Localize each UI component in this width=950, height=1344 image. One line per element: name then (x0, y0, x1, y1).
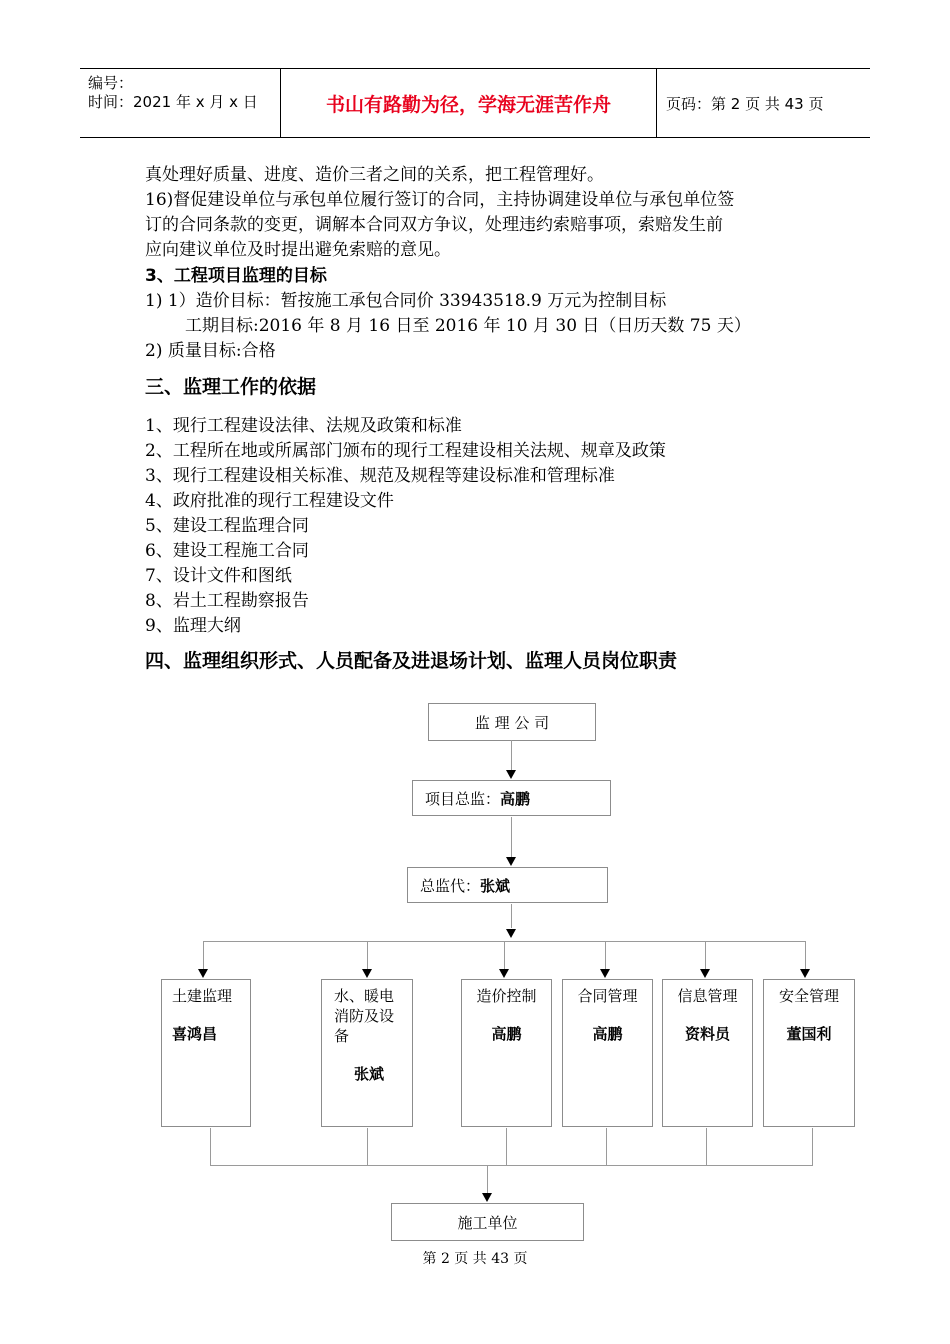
org-deputy-name: 张斌 (480, 876, 511, 895)
dept-name: 高鹏 (592, 1025, 623, 1043)
section-4-heading: 四、监理组织形式、人员配备及进退场计划、监理人员岗位职责 (145, 650, 678, 672)
dept-label: 土建监理 (172, 987, 233, 1005)
goal-schedule: 工期目标:2016 年 8 月 16 日至 2016 年 10 月 30 日（日历天数 75 天） (185, 316, 751, 336)
org-chief-box (412, 780, 611, 816)
org-dept-cost (461, 979, 552, 1127)
org-dept-info (662, 979, 753, 1127)
org-company-box (428, 703, 596, 741)
dept-label: 信息管理 (677, 987, 738, 1005)
connector-line (367, 941, 368, 969)
org-contractor-label: 施工单位 (457, 1213, 518, 1232)
connector-line (506, 1128, 507, 1165)
org-chief-label: 项目总监： (425, 789, 501, 808)
basis-item: 2、工程所在地或所属部门颁布的现行工程建设相关法规、规章及政策 (145, 441, 666, 461)
connector-line (210, 1165, 813, 1166)
header-motto: 书山有路勤为径，学海无涯苦作舟 (325, 93, 611, 116)
basis-item: 5、建设工程监理合同 (145, 516, 309, 536)
basis-item: 9、监理大纲 (145, 616, 241, 636)
arrow-down-icon (506, 929, 516, 938)
connector-line (805, 941, 806, 969)
arrow-down-icon (362, 969, 372, 978)
goal-quality: 2) 质量目标:合格 (145, 341, 276, 361)
body-line: 订的合同条款的变更，调解本合同双方争议，处理违约索赔事项，索赔发生前 (145, 215, 723, 235)
header-meta (80, 69, 280, 137)
org-dept-safety (763, 979, 855, 1127)
body-line: 真处理好质量、进度、造价三者之间的关系，把工程管理好。 (145, 165, 604, 185)
org-dept-contract (562, 979, 653, 1127)
basis-item: 4、政府批准的现行工程建设文件 (145, 491, 394, 511)
connector-line (511, 904, 512, 928)
dept-name: 高鹏 (491, 1025, 522, 1043)
org-chief-name: 高鹏 (500, 789, 531, 808)
connector-line (203, 941, 204, 969)
body-line: 16)督促建设单位与承包单位履行签订的合同，主持协调建设单位与承包单位签 (145, 190, 735, 210)
arrow-down-icon (600, 969, 610, 978)
page-footer: 第 2 页 共 43 页 (422, 1251, 528, 1267)
org-contractor-box (391, 1203, 584, 1241)
connector-line (812, 1128, 813, 1165)
arrow-down-icon (506, 770, 516, 779)
arrow-down-icon (800, 969, 810, 978)
page-header (80, 68, 870, 138)
connector-line (606, 1128, 607, 1165)
org-company-label: 监 理 公 司 (474, 713, 550, 732)
connector-line (511, 740, 512, 770)
basis-item: 6、建设工程施工合同 (145, 541, 309, 561)
dept-name: 喜鸿昌 (172, 1025, 218, 1043)
header-divider (656, 69, 657, 137)
connector-line (605, 941, 606, 969)
section-3-heading: 三、监理工作的依据 (145, 376, 317, 398)
dept-name: 董国利 (786, 1025, 832, 1043)
basis-item: 1、现行工程建设法律、法规及政策和标准 (145, 416, 462, 436)
dept-name: 张斌 (353, 1065, 384, 1083)
basis-item: 7、设计文件和图纸 (145, 566, 292, 586)
basis-item: 3、现行工程建设相关标准、规范及规程等建设标准和管理标准 (145, 466, 615, 486)
dept-label: 合同管理 (577, 987, 638, 1005)
connector-line (367, 1128, 368, 1165)
arrow-down-icon (700, 969, 710, 978)
connector-line (504, 941, 505, 969)
dept-label: 安全管理 (778, 987, 839, 1005)
connector-line (705, 941, 706, 969)
time-label: 时间：2021 年 x 月 x 日 (88, 93, 258, 111)
connector-line (511, 817, 512, 857)
org-dept-civil (161, 979, 251, 1127)
arrow-down-icon (482, 1193, 492, 1202)
connector-line (487, 1165, 488, 1193)
org-dept-mep (321, 979, 413, 1127)
basis-item: 8、岩土工程勘察报告 (145, 591, 309, 611)
dept-label: 造价控制 (476, 987, 537, 1005)
goals-heading: 3、工程项目监理的目标 (145, 266, 327, 286)
code-label: 编号： (88, 74, 134, 92)
arrow-down-icon (499, 969, 509, 978)
org-deputy-box (407, 867, 608, 903)
body-line: 应向建议单位及时提出避免索赔的意见。 (145, 240, 451, 260)
connector-line (210, 1128, 211, 1165)
arrow-down-icon (198, 969, 208, 978)
dept-label: 水、暖电消防及设备 (334, 987, 395, 1045)
goal-cost: 1) 1）造价目标：暂按施工承包合同价 33943518.9 万元为控制目标 (145, 291, 667, 311)
org-deputy-label: 总监代： (420, 876, 481, 895)
connector-line (706, 1128, 707, 1165)
arrow-down-icon (506, 857, 516, 866)
dept-name: 资料员 (684, 1025, 730, 1043)
header-page-info: 页码：第 2 页 共 43 页 (666, 94, 824, 113)
